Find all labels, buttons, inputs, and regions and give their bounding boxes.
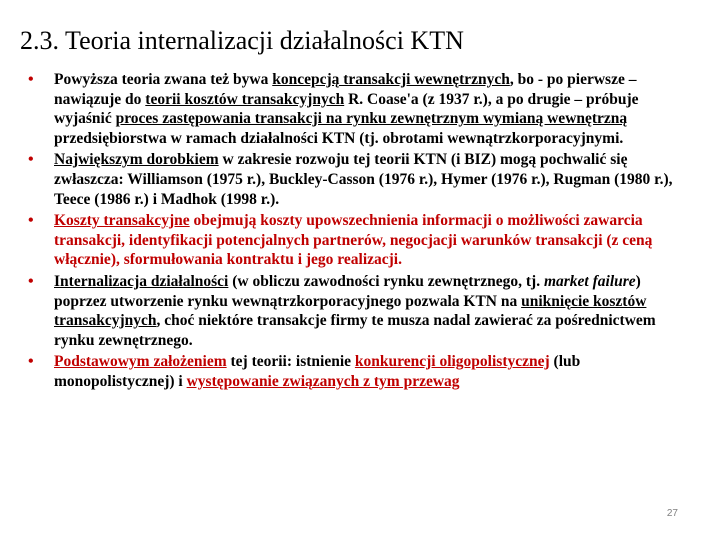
bullet-item [28, 150, 696, 209]
bullet-list [28, 70, 696, 394]
bullet-marker: • [28, 212, 34, 230]
bullet-text [54, 151, 673, 207]
bullet-marker: • [28, 272, 34, 290]
text-segment: Internalizacja działalności [54, 272, 229, 290]
text-segment: obejmują koszty upowszechnienia informacji o możliwości zawarcia transakcji, identyfikacji potencjalnych partnerów, negocjacji warunków transakcji (z ceną włącznie), sformułowania kontraktu i jego realizacji. [54, 212, 653, 269]
bullet-text [54, 212, 652, 268]
text-segment: koncepcją transakcji wewnętrznych [272, 71, 510, 88]
text-segment: w zakresie rozwoju tej teorii KTN (i BIZ) mogą pochwalić się zwłaszcza: Williamson (1975 r.), Buckley-Casson (1976 r.), Hymer (1976 r.), Rugman (1980 r.), Teece (1986 r.) i Madhok (1998 r.). [54, 151, 673, 208]
text-segment: teorii kosztów transakcyjnych [145, 90, 345, 108]
text-segment: Koszty transakcyjne [54, 212, 190, 230]
text-segment: (lub monopolistycznej) i [54, 353, 581, 390]
bullet-item [28, 70, 696, 148]
bullet-marker: • [28, 353, 34, 371]
bullet-text [54, 353, 580, 390]
text-segment: przedsiębiorstwa w ramach działalności KTN (tj. obrotami wewnątrzkorporacyjnymi. [54, 129, 624, 147]
text-segment: R. Coase'a (z 1937 r.), a po drugie – próbuje wyjaśnić [54, 90, 639, 128]
slide-title: 2.3. Teoria internalizacji działalności KTN [20, 26, 464, 55]
text-segment: Największym dorobkiem [54, 151, 219, 169]
page-number: 27 [666, 508, 678, 519]
text-segment: uniknięcie kosztów transakcyjnych [54, 292, 647, 330]
text-segment: , bo - po pierwsze – nawiązuje do [54, 71, 637, 108]
bullet-text [54, 273, 656, 349]
text-segment: tej teorii: istnienie [226, 353, 355, 371]
text-segment: ) poprzez utworzenie rynku wewnątrzkorporacyjnego pozwala KTN na [54, 272, 641, 310]
text-segment: , choć niektóre transakcje firmy te musza nadal zawierać za pośrednictwem rynku zewnętrznego. [54, 312, 656, 349]
bullet-text [54, 71, 639, 147]
bullet-item [28, 352, 696, 391]
text-segment: (w obliczu zawodności rynku zewnętrznego, tj. [228, 272, 544, 290]
text-segment: występowanie związanych z tym przewag [186, 372, 460, 390]
text-segment: Powyższa teoria zwana też bywa [54, 71, 273, 88]
bullet-marker: • [28, 71, 34, 88]
text-segment: proces zastępowania transakcji na rynku zewnętrznym wymianą wewnętrzną [115, 110, 628, 128]
bullet-item [28, 272, 696, 350]
bullet-item [28, 211, 696, 270]
text-segment: market failure [543, 272, 636, 290]
text-segment: Podstawowym założeniem [54, 353, 227, 371]
text-segment: konkurencji oligopolistycznej [354, 353, 550, 371]
bullet-marker: • [28, 151, 34, 169]
